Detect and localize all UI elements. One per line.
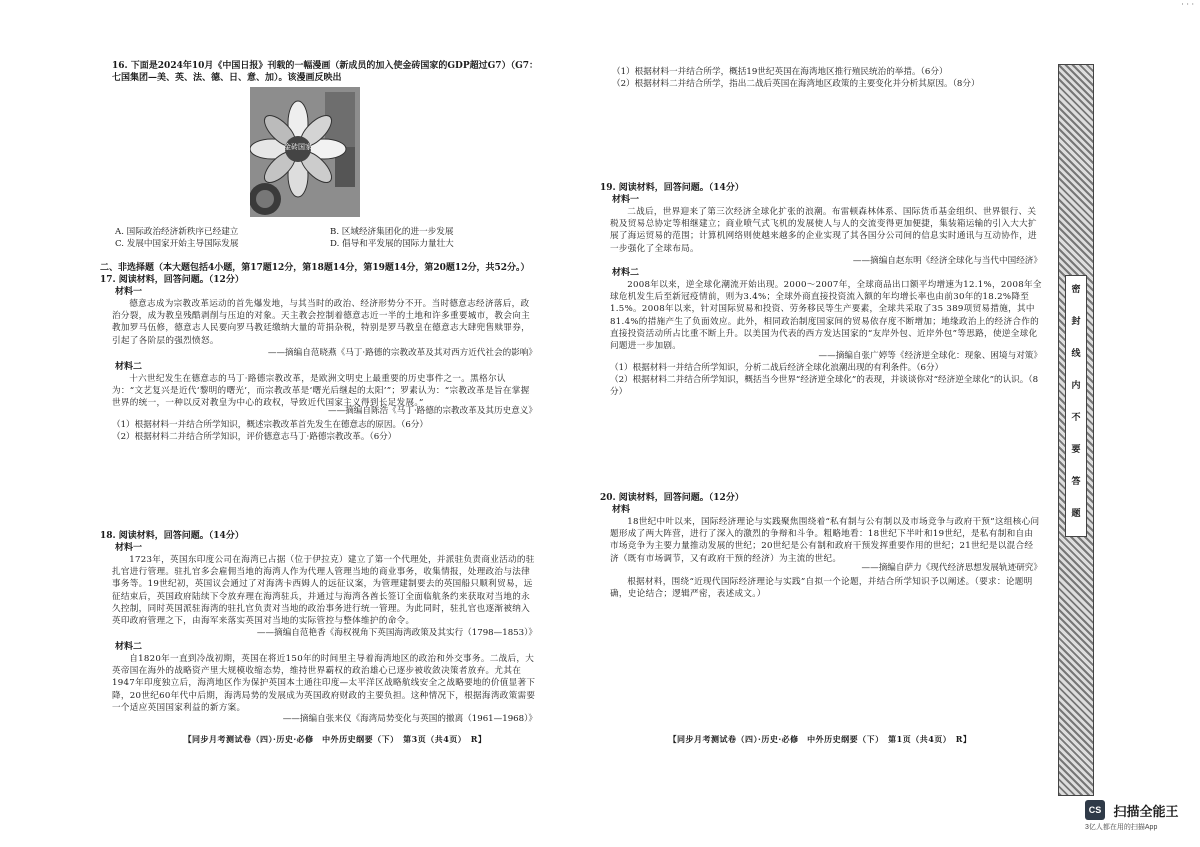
seal-char: 答 [1071, 477, 1081, 487]
q19-material1-text: 二战后，世界迎来了第三次经济全球化扩张的浪潮。布雷顿森林体系、国际货币基金组织、世界银行、关税及贸易总协定等相继建立；商业喷气式飞机的发展使人与人的交流变得更加便捷，集装箱运输的引入大大扩展了海运贸易的范围；计算机网络则使越来越多的企业实现了其各国分公司间的信息实时通讯与互动协作，进一步强化了全球布局。 [610, 207, 1037, 254]
seal-char: 封 [1071, 317, 1081, 327]
seal-char: 要 [1071, 445, 1081, 455]
q18-material2-title: 材料二 [115, 642, 143, 652]
binding-strip [1058, 64, 1094, 796]
q19-material2-text: 2008年以来，逆全球化潮流开始出现。2000～2007年，全球商品出口额平均增速为12.1%，2008年全球危机发生后至新冠疫情前，则为3.4%；全球外商直接投资流入额的年均增长率也由前30年的18.2%降至1.5%。2008年以来，针对国际贸易和投资、劳务移民等生产要素，全球共采取了35 389项贸易措施，其中81.4%的措施产生了负面效应。此外，相同政治制度国家间的贸易依存度不断增加；地缘政治上的经济合作的直接投资活动所占比重不断上升。以美国为代表的西方发达国家的“友岸外包、近岸外包”等思路，使逆全球化问题进一步加剧。 [610, 280, 1042, 352]
q18-material2-source: ——摘编自张来仪《海湾局势变化与英国的撤离（1961—1968）》 [282, 714, 537, 724]
q19-question-1: （1）根据材料一并结合所学知识，分析二战后经济全球化浪潮出现的有利条件。（6分） [610, 363, 944, 373]
q20-material-source: ——摘编自萨力《现代经济思想发展轨迹研究》 [861, 563, 1042, 573]
section-two-heading: 二、非选择题（本大题包括4小题，第17题12分，第18题14分，第19题14分，第20题12分，共52分。） [100, 263, 530, 273]
q19-material2-title: 材料二 [612, 268, 640, 278]
q19-material1-title: 材料一 [612, 195, 640, 205]
watermark-tagline: 3亿人都在用的扫描App [1085, 824, 1158, 831]
cartoon-drawing [250, 87, 360, 217]
q17-material1-title: 材料一 [115, 287, 143, 297]
watermark-name: 扫描全能王 [1113, 803, 1179, 819]
left-page-footer: 【同步月考测试卷（四）·历史·必修 中外历史纲要（下） 第3页（共4页） R】 [183, 734, 487, 744]
q17-question-2: （2）根据材料二并结合所学知识，评价德意志马丁·路德宗教改革。（6分） [112, 432, 397, 442]
q19-heading: 19. 阅读材料，回答问题。（14分） [600, 183, 744, 193]
q19-material2-source: ——摘编自张广婷等《经济逆全球化：现象、困境与对策》 [818, 351, 1042, 361]
q20-heading: 20. 阅读材料，回答问题。（12分） [600, 493, 744, 503]
q17-question-1: （1）根据材料一并结合所学知识，概述宗教改革首先发生在德意志的原因。（6分） [112, 420, 429, 430]
q16-option-d: D. 倡导和平发展的国际力量壮大 [330, 239, 454, 249]
q20-material-title: 材料 [612, 505, 631, 515]
q17-heading: 17. 阅读材料，回答问题。（12分） [100, 275, 244, 285]
q20-material-text: 18世纪中叶以来，国际经济理论与实践聚焦围绕着“私有制与公有制以及市场竞争与政府干预”这组核心问题形成了两大阵营，进行了深入的激烈的争辩和斗争。粗略地看：18世纪下半叶和19世纪，是私有制和自由市场竞争为主要力量推动发展的世纪；20世纪是公有制和政府干预发挥重要作用的世纪；21世纪是以混合经济（既有市场调节，又有政府干预的经济）为主流的世纪。 [610, 517, 1040, 564]
brics-cartoon [250, 87, 360, 217]
q16-option-a: A. 国际政治经济新秩序已经建立 [115, 227, 239, 237]
seal-char: 不 [1071, 413, 1081, 423]
q16-option-b: B. 区域经济集团化的进一步发展 [330, 227, 454, 237]
q17-material2-title: 材料二 [115, 362, 143, 372]
q19-material1-source: ——摘编自赵东明《经济全球化与当代中国经济》 [852, 256, 1042, 266]
q16-option-c: C. 发展中国家开始主导国际发展 [115, 239, 239, 249]
q18-material1-source: ——摘编自范艳香《海权视角下英国海湾政策及其实行（1798—1853）》 [256, 628, 537, 638]
scanner-watermark [1085, 800, 1178, 832]
seal-char: 线 [1071, 349, 1081, 359]
cartoon-caption: 金砖国家 [284, 143, 312, 151]
q18-material1-title: 材料一 [115, 543, 143, 553]
right-page [600, 0, 1060, 847]
q17-material1-text: 德意志成为宗教改革运动的首先爆发地，与其当时的政治、经济形势分不开。当时德意志经济落后，政治分裂，成为教皇残酷剥削与压迫的对象。天主教会控制着德意志近一半的土地和许多重要城市，教会向主教加罗马伍修，德意志人民要向罗马教廷缴纳大量的苛捐杂税，特别是罗马教皇在德意志大肆兜售赎罪券，引起了各阶层的强烈愤怒。 [112, 299, 531, 346]
seal-char: 题 [1071, 509, 1081, 519]
q18-heading: 18. 阅读材料，回答问题。（14分） [100, 531, 244, 541]
corner-mark: · · · [1181, 0, 1194, 9]
right-page-footer: 【同步月考测试卷（四）·历史·必修 中外历史纲要（下） 第1页（共4页） R】 [668, 734, 972, 744]
q20-task: 根据材料，围绕“近现代国际经济理论与实践”自拟一个论题，并结合所学知识予以阐述。（要求：论题明确，史论结合；逻辑严密，表述成文。） [610, 577, 1033, 600]
q19-question-2: （2）根据材料二并结合所学知识，概括当今世界“经济逆全球化”的表现，并谈谈你对“经济逆全球化”的认识。（8分） [610, 375, 1039, 398]
q18-material1-text: 1723年，英国东印度公司在海湾已占据（位于伊拉克）建立了第一个代理处，并派驻负责商业活动的驻扎官进行管理。驻扎官多会雇佣当地的海湾人作为代理人管理当地的商业事务，收集情报，处理政治与法律事务等。19世纪初，英国议会通过了对海湾卡西姆人的远征议案，为管理建制要去的英国船只顺利贸易，远征结束后，英国政府陆续下令放弃理在海湾驻兵，并通过与海湾各酋长签订全面临航条约来获取对当地的永久控制，同时英国派驻海湾的驻扎官负责对当地的政治事务进行统一管理。为此同时，驻扎官也逐渐被纳入英印政府管理之下，由海军来落实英国对当地的实际管控与整体维护的命令。 [112, 555, 535, 627]
seal-char: 密 [1071, 285, 1081, 295]
q18-question-2: （2）根据材料二并结合所学，指出二战后英国在海湾地区政策的主要变化并分析其原因。（8分） [612, 79, 980, 89]
q18-question-1: （1）根据材料一并结合所学，概括19世纪英国在海湾地区推行殖民统治的举措。（6分） [612, 67, 948, 77]
q16-stem: 16. 下面是2024年10月《中国日报》刊载的一幅漫画（新成员的加入使金砖国家的GDP超过G7）（G7：七国集团—美、英、法、德、日、意、加）。该漫画反映出 [112, 61, 539, 84]
seal-line-label [1065, 275, 1087, 537]
q17-material2-source: ——摘编自陈浩《马丁·路德的宗教改革及其历史意义》 [328, 406, 537, 416]
seal-char: 内 [1071, 381, 1081, 391]
q18-material2-text: 自1820年一直到冷战初期，英国在将近150年的时间里主导着海湾地区的政治和外交事务。二战后，大英帝国在海外的战略资产里大规模收缩态势，维持世界霸权的政治雄心已逐步被收敛决策者放弃。尤其在1947年印度独立后，海湾地区作为保护英国本土通往印度—太平洋区战略航线安全之战略要地的价值显著下降，20世纪60年代中后期，海湾局势的发展成为英国政府财政的主要负担。这种情况下，根据海湾政策需要一个适应英国国家利益的新方案。 [112, 654, 536, 713]
q17-material2-text: 十六世纪发生在德意志的马丁·路德宗教改革，是欧洲文明史上最重要的历史事件之一。黑格尔认为：“文艺复兴是近代‘黎明的曙光’，而宗教改革是‘曙光后继起的太阳’”；罗素认为：“宗教改革是旨在掌握世界的统一，一种以反对教皇为中心的政权，导致近代国家主义得到长足发展。” [112, 374, 530, 409]
q17-material1-source: ——摘编自范晓燕《马丁·路德的宗教改革及其对西方近代社会的影响》 [267, 348, 537, 358]
camscanner-logo-icon: CS [1085, 800, 1105, 820]
